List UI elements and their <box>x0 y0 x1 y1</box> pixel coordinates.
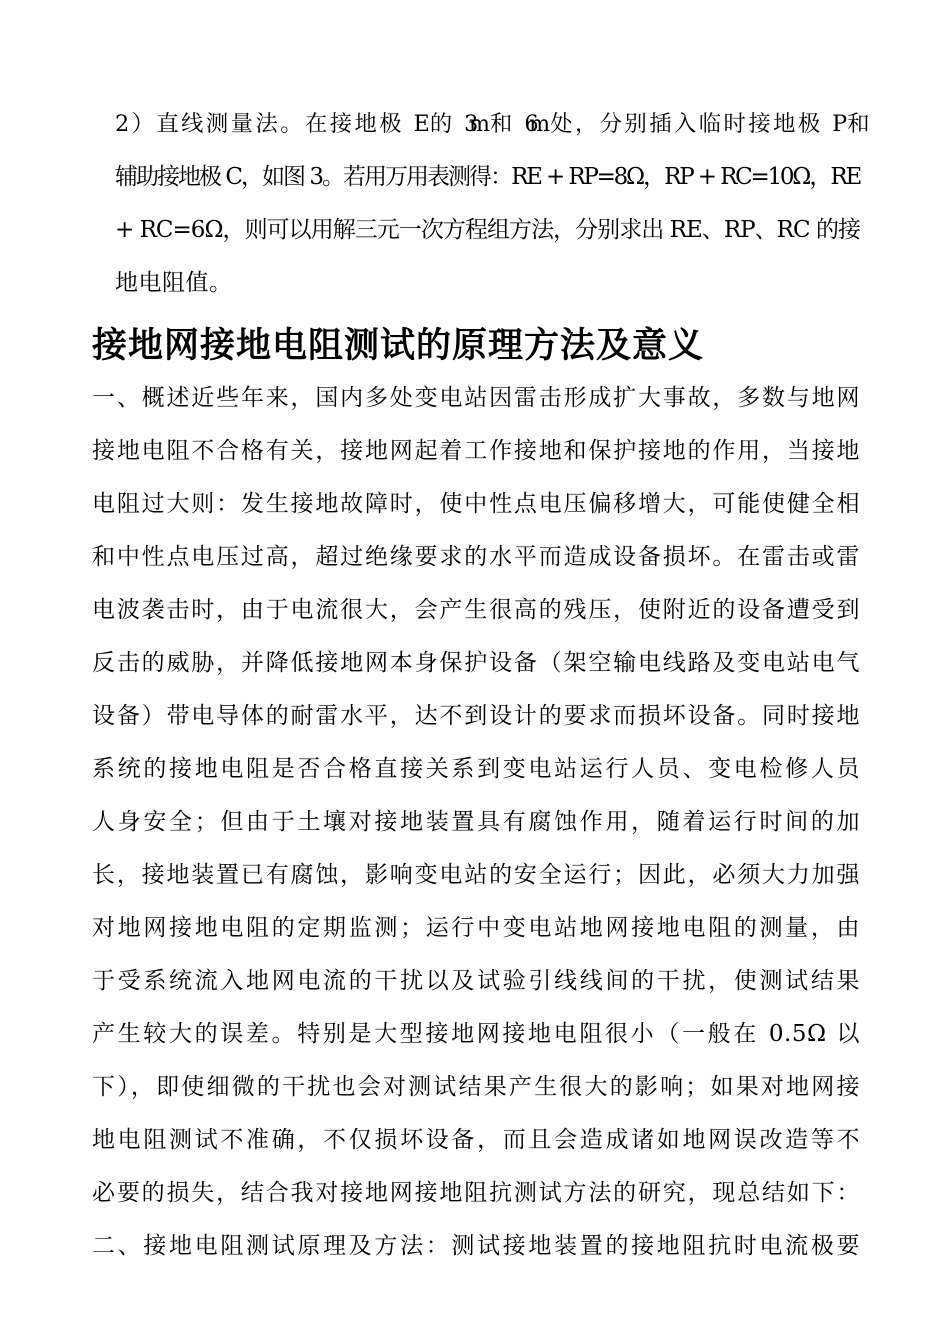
paragraph-line: 一、概述近些年来，国内多处变电站因雷击形成扩大事故，多数与地网 <box>92 385 860 411</box>
paragraph-line: 和中性点电压过高，超过绝缘要求的水平而造成设备损坏。在雷击或雷 <box>92 544 860 570</box>
section-heading: 接地网接地电阻测试的原理方法及意义 <box>92 326 705 366</box>
paragraph-line: 对地网接地电阻的定期监测；运行中变电站地网接地电阻的测量，由 <box>92 915 860 941</box>
paragraph-line: + RC=6Ω，则可以用解三元一次方程组方法，分别求出 RE、RP、RC 的接 <box>115 217 860 243</box>
paragraph-line: 地电阻值。 <box>115 270 233 296</box>
paragraph-line: 2）直线测量法。在接地极 E 的 3m 和 6m 处，分别插入临时接地极 P 和 <box>115 111 860 137</box>
paragraph-line: 下），即使细微的干扰也会对测试结果产生很大的影响；如果对地网接 <box>92 1074 860 1100</box>
paragraph-line: 于受系统流入地网电流的干扰以及试验引线线间的干扰，使测试结果 <box>92 968 860 994</box>
paragraph-straight-line-method <box>92 98 860 310</box>
paragraph-line: 人身安全；但由于土壤对接地装置具有腐蚀作用，随着运行时间的加 <box>92 809 860 835</box>
paragraph-line: 产生较大的误差。特别是大型接地网接地电阻很小（一般在 0.5Ω 以 <box>92 1021 860 1047</box>
paragraph-line: 接地电阻不合格有关，接地网起着工作接地和保护接地的作用，当接地 <box>92 438 860 464</box>
paragraph-line: 反击的威胁，并降低接地网本身保护设备（架空输电线路及变电站电气 <box>92 650 860 676</box>
paragraph-line: 系统的接地电阻是否合格直接关系到变电站运行人员、变电检修人员 <box>92 756 860 782</box>
paragraph-line: 电阻过大则：发生接地故障时，使中性点电压偏移增大，可能使健全相 <box>92 491 860 517</box>
paragraph-line: 辅助接地极 C，如图 3。若用万用表测得：RE + RP=8Ω，RP + RC=10Ω，RE <box>115 164 860 190</box>
paragraph-line: 二、接地电阻测试原理及方法：测试接地装置的接地阻抗时电流极要 <box>92 1233 860 1259</box>
paragraph-line: 必要的损失，结合我对接地网接地阻抗测试方法的研究，现总结如下： <box>92 1180 860 1206</box>
paragraph-line: 长，接地装置已有腐蚀，影响变电站的安全运行；因此，必须大力加强 <box>92 862 860 888</box>
paragraph-line: 电波袭击时，由于电流很大，会产生很高的残压，使附近的设备遭受到 <box>92 597 860 623</box>
paragraph-line: 地电阻测试不准确，不仅损坏设备，而且会造成诸如地网误改造等不 <box>92 1127 860 1153</box>
paragraph-line: 设备）带电导体的耐雷水平，达不到设计的要求而损坏设备。同时接地 <box>92 703 860 729</box>
paragraph-overview <box>92 372 860 1273</box>
